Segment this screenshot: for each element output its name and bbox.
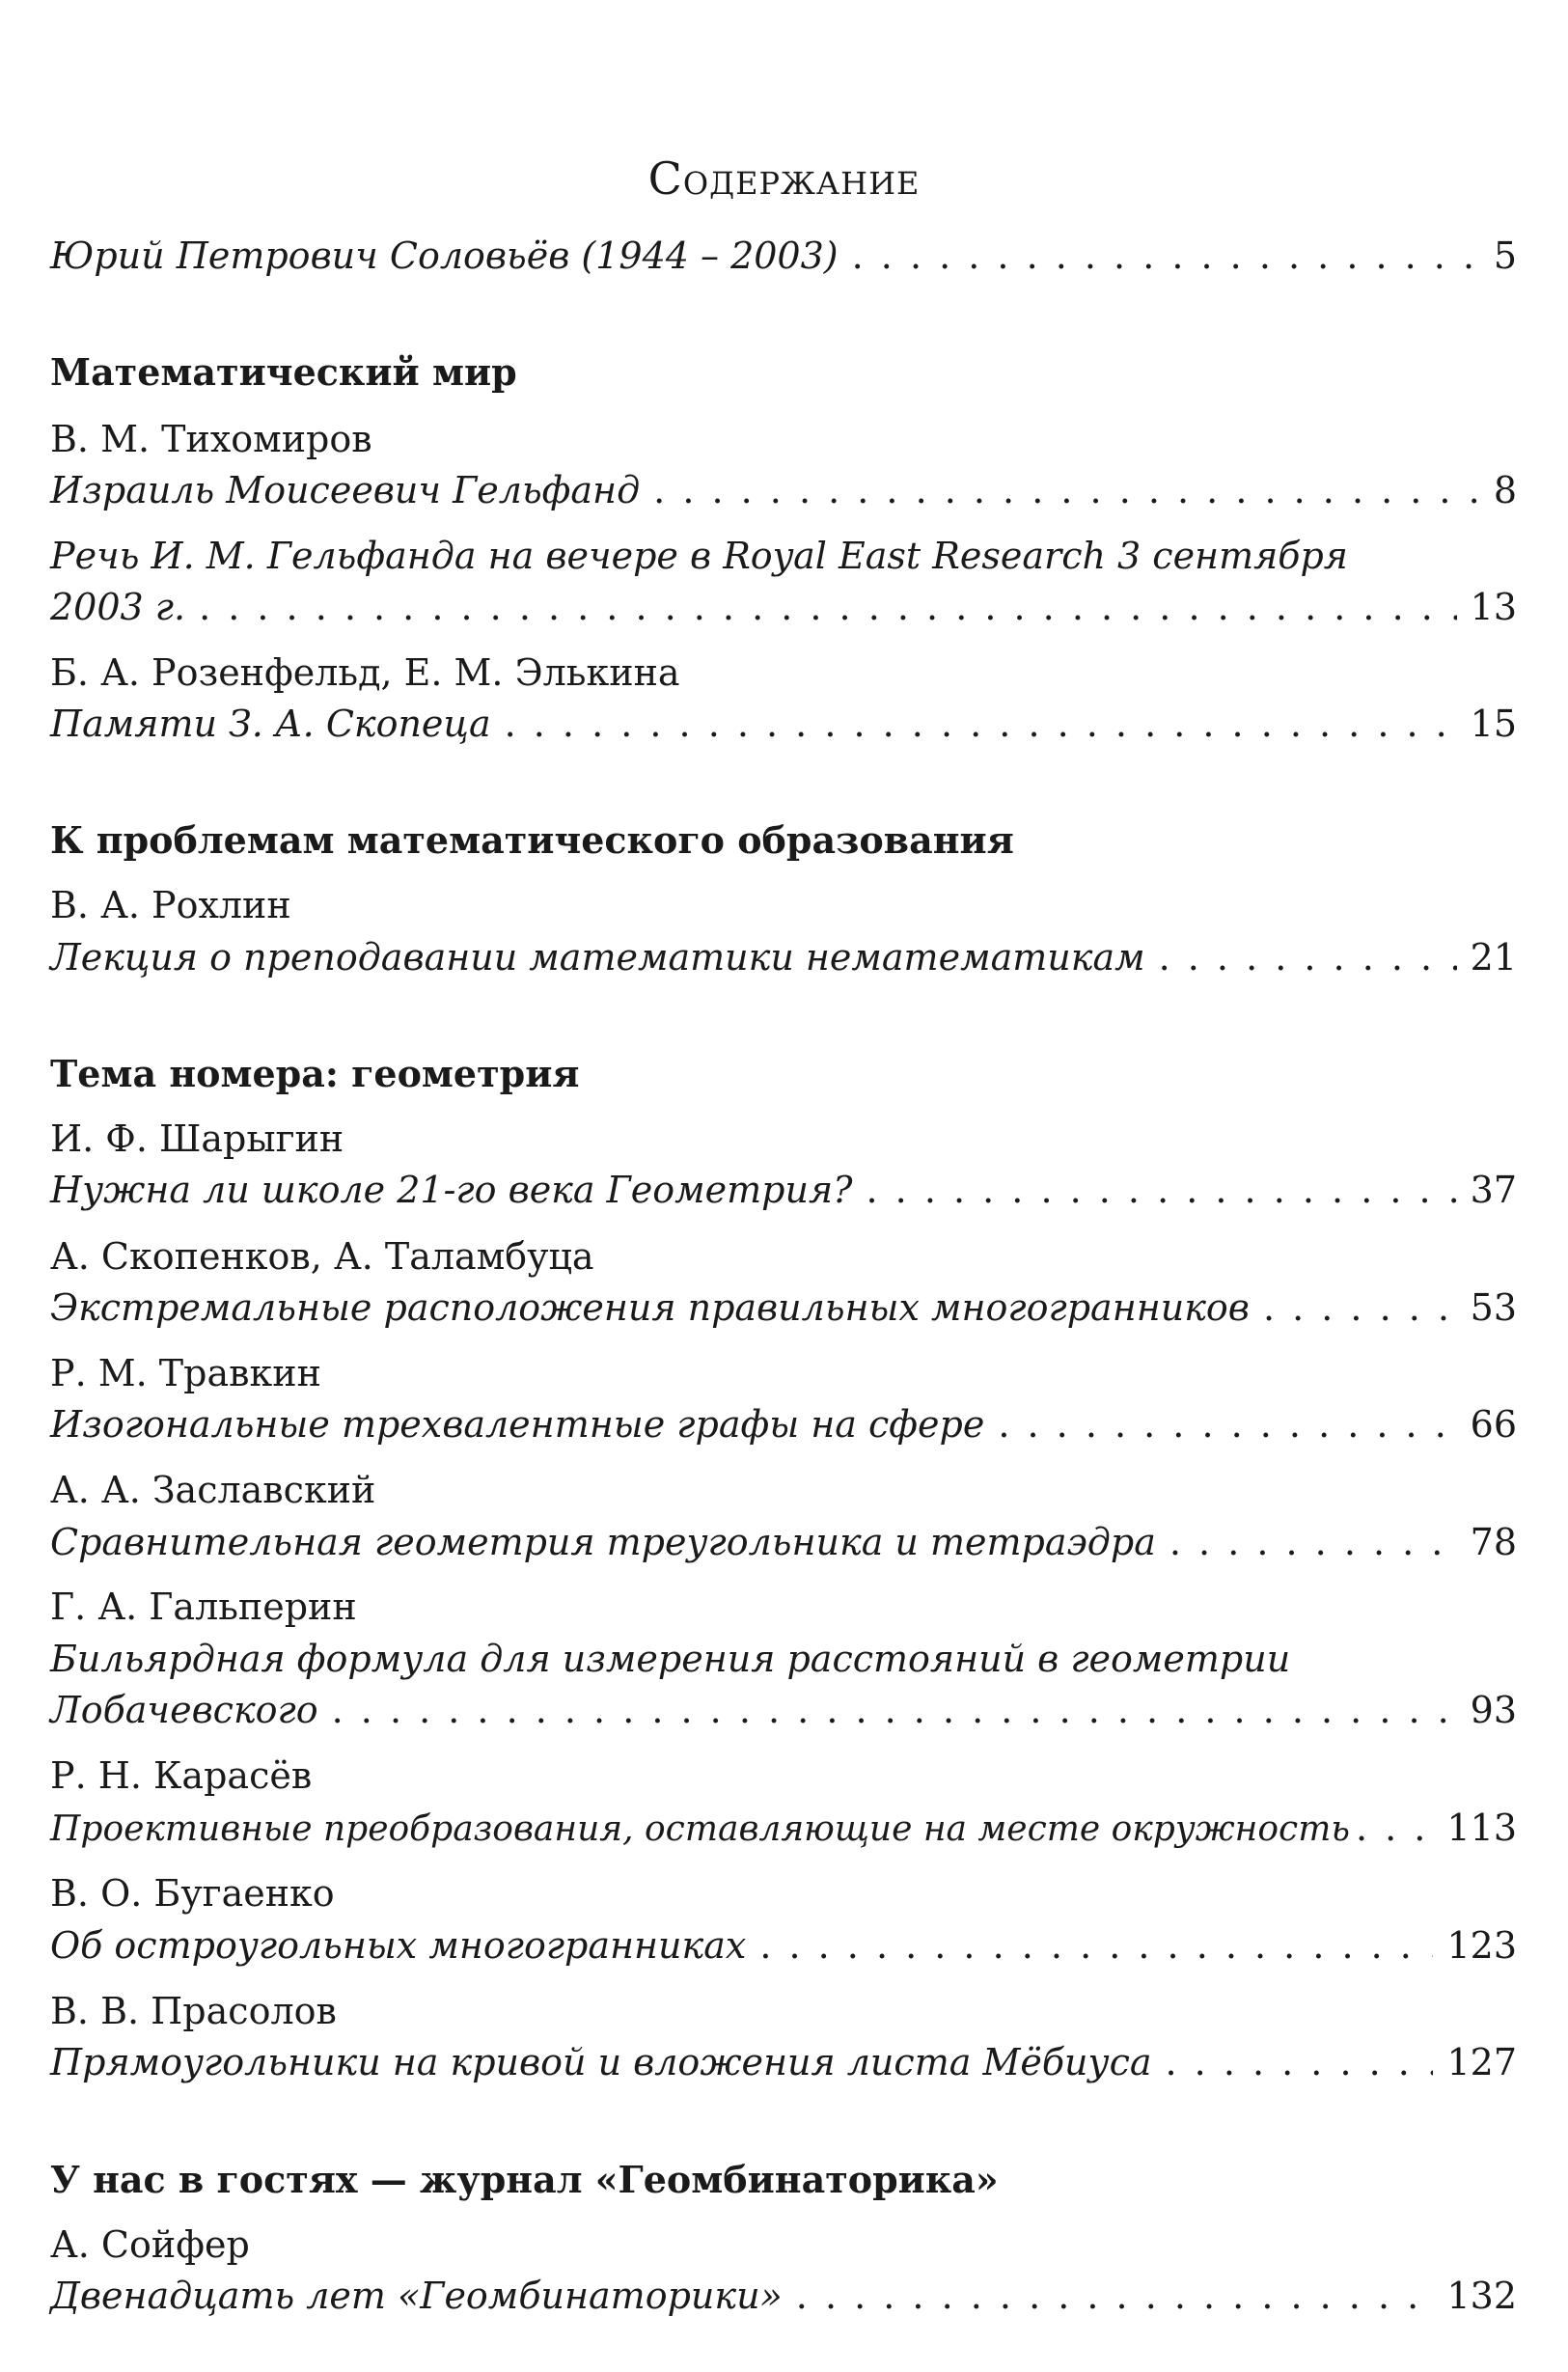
entry-author: В. А. Рохлин [50,884,291,926]
entry-page: 66 [1470,1403,1517,1446]
entry-page: 127 [1446,2041,1517,2083]
dot-leader [998,1403,1456,1446]
entry-author: В. О. Бугаенко [50,1872,335,1915]
entry-title: Проективные преобразования, оставляющие на месте окружность [50,1809,1350,1849]
entry-author: И. Ф. Шарыгин [50,1117,344,1160]
section-title: К проблемам математического образования [50,818,1014,862]
entry-author: Р. Н. Карасёв [50,1754,313,1797]
dot-leader [1166,2041,1434,2083]
dot-leader [332,1689,1457,1731]
toc-entry[interactable] [50,2041,1517,2097]
dot-leader [199,586,1457,628]
entry-title: 2003 г. [50,586,186,628]
entry-title-line[interactable]: Речь И. М. Гельфанда на вечере в Royal East Research 3 сентября [50,535,1348,577]
entry-title-line[interactable]: Бильярдная формула для измерения расстояний в геометрии [50,1638,1291,1680]
entry-title: Изогональные трехвалентные графы на сфере [50,1403,985,1446]
toc-entry[interactable] [50,1807,1517,1862]
entry-page: 15 [1470,703,1517,745]
entry-page: 8 [1493,469,1517,511]
dot-leader [852,234,1480,277]
entry-title: Юрий Петрович Соловьёв (1944 – 2003) [50,234,839,277]
section-title: Тема номера: геометрия [50,1052,580,1095]
entry-title: Прямоугольники на кривой и вложения листа Мёбиуса [50,2041,1152,2083]
dot-leader [796,2275,1434,2317]
entry-author: А. Скопенков, А. Таламбуца [50,1235,594,1278]
entry-page: 13 [1470,586,1517,628]
entry-title: Двенадцать лет «Геомбинаторики» [50,2275,783,2317]
entry-page: 113 [1446,1807,1517,1849]
entry-author: Г. А. Гальперин [50,1586,357,1628]
toc-entry[interactable] [50,586,1517,642]
entry-title: Израиль Моисеевич Гельфанд [50,469,641,511]
entry-page: 5 [1493,234,1517,277]
dot-leader [1159,936,1457,979]
dot-leader [867,1169,1457,1211]
toc-entry[interactable] [50,2275,1517,2331]
entry-title: Экстремальные расположения правильных многогранников [50,1286,1250,1329]
section-title: У нас в гостях — журнал «Геомбинаторика» [50,2158,999,2201]
section-title: Математический мир [50,350,517,394]
entry-page: 93 [1470,1689,1517,1731]
entry-title: Лобачевского [50,1689,318,1731]
dot-leader [653,469,1480,511]
entry-page: 78 [1470,1521,1517,1563]
entry-page: 21 [1470,936,1517,979]
toc-entry[interactable] [50,469,1517,525]
toc-entry[interactable] [50,1924,1517,1980]
entry-title: Памяти З. А. Скопеца [50,703,491,745]
entry-author: Р. М. Травкин [50,1352,321,1394]
toc-entry-intro[interactable] [50,234,1517,290]
toc-entry[interactable] [50,1286,1517,1342]
entry-author: А. А. Заславский [50,1469,376,1511]
entry-page: 132 [1446,2275,1517,2317]
entry-author: А. Сойфер [50,2223,250,2266]
toc-entry[interactable] [50,1521,1517,1577]
toc-entry[interactable] [50,1403,1517,1459]
toc-entry[interactable] [50,1689,1517,1745]
dot-leader [759,1924,1433,1967]
entry-title: Об остроугольных многогранниках [50,1924,747,1967]
entry-title: Сравнительная геометрия треугольника и тетраэдра [50,1521,1156,1563]
dot-leader [505,703,1457,745]
entry-page: 37 [1470,1169,1517,1211]
entry-author: Б. А. Розенфельд, Е. М. Элькина [50,651,680,694]
dot-leader [1263,1286,1457,1329]
entry-title: Нужна ли школе 21-го века Геометрия? [50,1169,853,1211]
toc-entry[interactable] [50,1169,1517,1225]
entry-page: 123 [1446,1924,1517,1967]
dot-leader [1356,1807,1442,1849]
entry-title: Лекция о преподавании математики нематематикам [50,936,1145,979]
entry-page: 53 [1470,1286,1517,1329]
contents-heading: Содержание [647,152,921,205]
entry-author: В. М. Тихомиров [50,418,372,460]
toc-entry[interactable] [50,936,1517,992]
toc-entry[interactable] [50,703,1517,758]
dot-leader [1169,1521,1457,1563]
entry-author: В. В. Прасолов [50,1990,337,2032]
